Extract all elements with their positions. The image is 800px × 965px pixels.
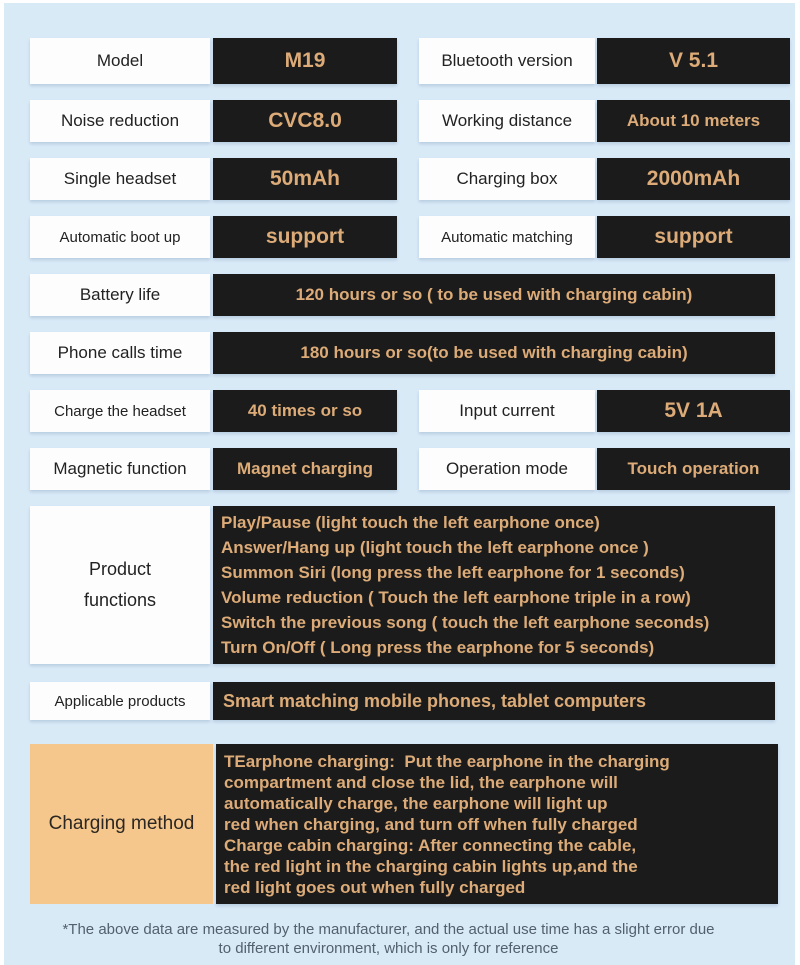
charging-line-5: Charge cabin charging: After connecting the cable, [224, 835, 637, 855]
spec-row-charge-input [30, 390, 795, 432]
charging-line-6: the red light in the charging cabin lights up,and the [224, 856, 638, 876]
spec-row-phone-calls [30, 332, 795, 374]
spec-row-magnetic-operation [30, 448, 795, 490]
product-functions-label-line1: Product [88, 559, 152, 579]
noise-reduction-value: CVC8.0 [213, 100, 397, 142]
spec-row-battery-life [30, 274, 795, 316]
automatic-boot-label: Automatic boot up [30, 216, 210, 258]
disclaimer-line2: to different environment, which is only for reference [218, 940, 559, 957]
function-line-volume-reduction: Volume reduction ( Touch the left earphone triple in a row) [221, 588, 691, 607]
product-functions-value [213, 506, 775, 664]
function-line-play-pause: Play/Pause (light touch the left earphone once) [221, 513, 600, 532]
operation-mode-label: Operation mode [419, 448, 595, 490]
operation-mode-value: Touch operation [597, 448, 790, 490]
charging-method-label: Charging method [30, 744, 213, 904]
charging-box-value: 2000mAh [597, 158, 790, 200]
spec-row-product-functions [30, 506, 795, 664]
working-distance-value: About 10 meters [597, 100, 790, 142]
charging-line-4: red when charging, and turn off when fully charged [224, 814, 638, 834]
spec-row-charging-method [30, 744, 795, 904]
product-functions-label-line2: functions [83, 590, 157, 610]
model-value: M19 [213, 38, 397, 84]
disclaimer-line1: *The above data are measured by the manufacturer, and the actual use time has a slight error due [62, 921, 715, 938]
applicable-products-label: Applicable products [30, 682, 210, 720]
product-functions-label [30, 506, 210, 664]
spec-row-noise-distance [30, 100, 795, 142]
spec-row-model-bluetooth [30, 38, 795, 84]
function-line-summon-siri: Summon Siri (long press the left earphone for 1 seconds) [221, 563, 685, 582]
spec-row-applicable-products [30, 682, 795, 720]
noise-reduction-label: Noise reduction [30, 100, 210, 142]
function-line-turn-on-off: Turn On/Off ( Long press the earphone for 5 seconds) [221, 638, 655, 657]
charging-box-label: Charging box [419, 158, 595, 200]
automatic-matching-label: Automatic matching [419, 216, 595, 258]
applicable-products-value: Smart matching mobile phones, tablet computers [213, 682, 775, 720]
bluetooth-version-label: Bluetooth version [419, 38, 595, 84]
spec-row-headset-chargingbox [30, 158, 795, 200]
disclaimer [4, 920, 773, 958]
function-line-answer-hangup: Answer/Hang up (light touch the left earphone once ) [221, 538, 649, 557]
bluetooth-version-value: V 5.1 [597, 38, 790, 84]
working-distance-label: Working distance [419, 100, 595, 142]
automatic-boot-value: support [213, 216, 397, 258]
function-line-switch-song: Switch the previous song ( touch the left earphone seconds) [221, 613, 710, 632]
phone-calls-value: 180 hours or so(to be used with charging cabin) [213, 332, 775, 374]
battery-life-label: Battery life [30, 274, 210, 316]
single-headset-value: 50mAh [213, 158, 397, 200]
charging-method-value [216, 744, 778, 904]
charge-headset-value: 40 times or so [213, 390, 397, 432]
charging-line-7: red light goes out when fully charged [224, 877, 526, 897]
charging-line-3: automatically charge, the earphone will light up [224, 793, 608, 813]
phone-calls-label: Phone calls time [30, 332, 210, 374]
battery-life-value: 120 hours or so ( to be used with charging cabin) [213, 274, 775, 316]
magnetic-function-label: Magnetic function [30, 448, 210, 490]
model-label: Model [30, 38, 210, 84]
charging-line-1: TEarphone charging: Put the earphone in the charging [224, 751, 670, 771]
automatic-matching-value: support [597, 216, 790, 258]
input-current-value: 5V 1A [597, 390, 790, 432]
charge-headset-label: Charge the headset [30, 390, 210, 432]
spec-row-boot-matching [30, 216, 795, 258]
magnetic-function-value: Magnet charging [213, 448, 397, 490]
single-headset-label: Single headset [30, 158, 210, 200]
charging-line-2: compartment and close the lid, the earphone will [224, 772, 618, 792]
input-current-label: Input current [419, 390, 595, 432]
